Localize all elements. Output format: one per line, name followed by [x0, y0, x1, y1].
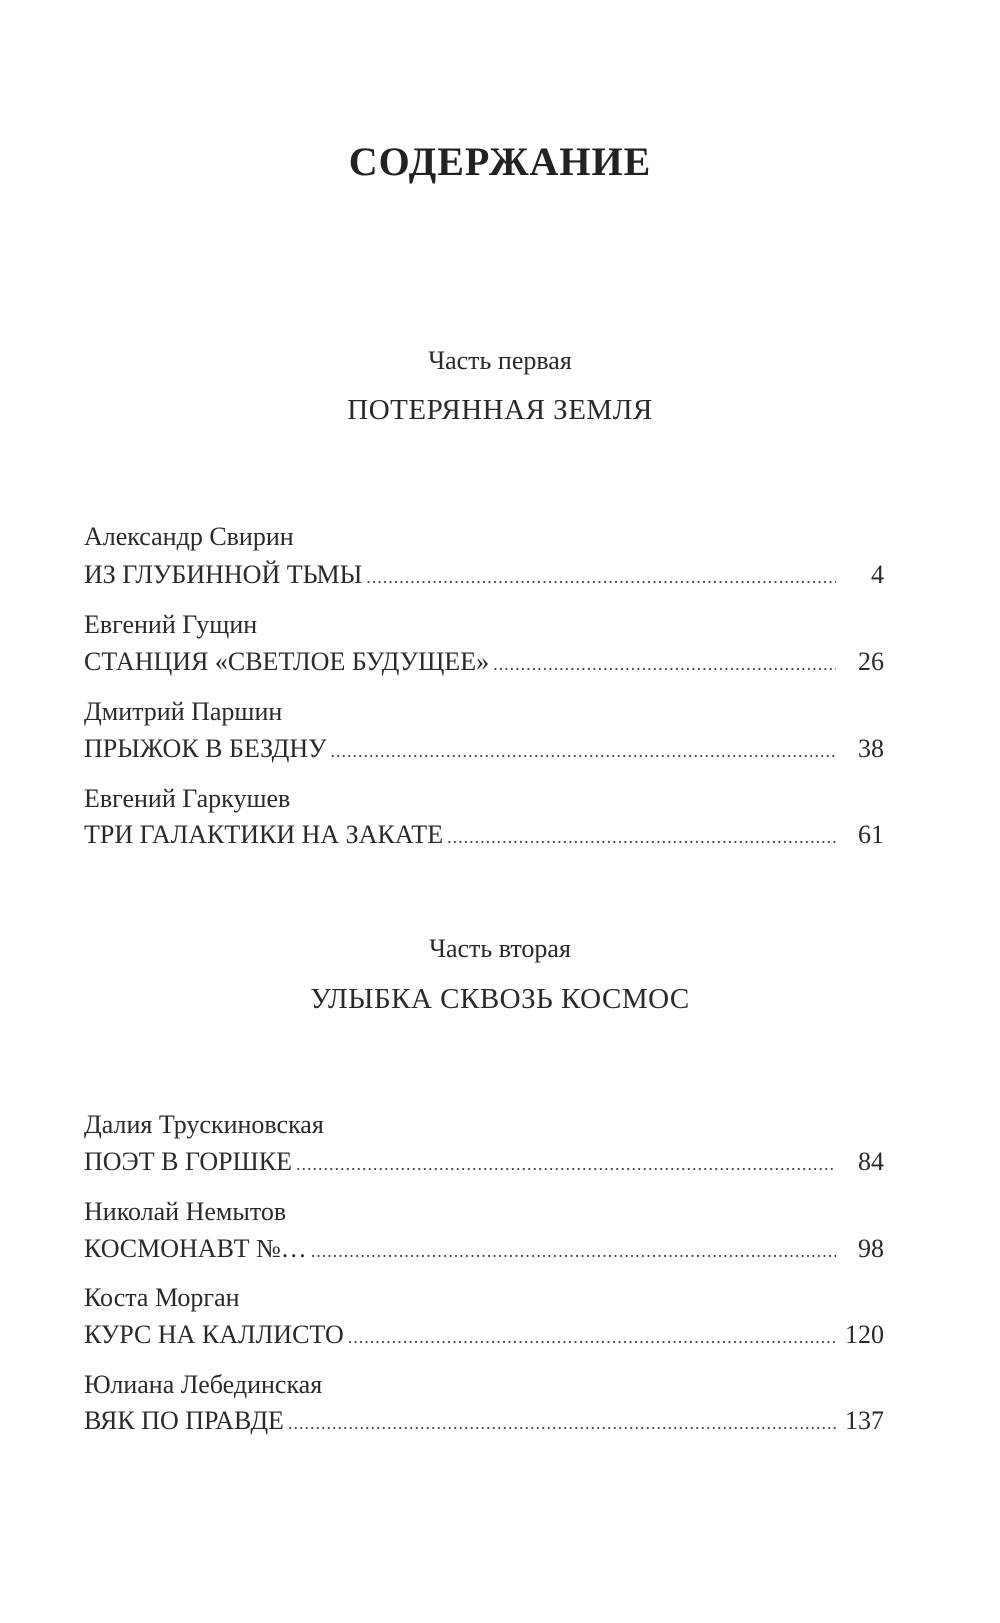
toc-entry[interactable]	[84, 647, 884, 677]
toc-page-number: 120	[845, 1320, 884, 1349]
dot-leader	[296, 1154, 836, 1175]
dot-leader	[493, 654, 836, 675]
toc-story-title: ПОЭТ В ГОРШКЕ	[84, 1147, 293, 1176]
part-2-label: Часть вторая	[429, 934, 571, 963]
toc-page-number: 84	[858, 1147, 884, 1176]
toc-page-number: 38	[858, 734, 884, 763]
dot-leader	[311, 1241, 836, 1262]
toc-entry[interactable]	[84, 734, 884, 764]
toc-story-title: ПРЫЖОК В БЕЗДНУ	[84, 734, 327, 763]
dot-leader	[288, 1413, 836, 1434]
toc-author: Евгений Гущин	[84, 610, 258, 639]
toc-page-number: 137	[845, 1406, 884, 1435]
toc-entry[interactable]	[84, 1406, 884, 1436]
toc-entry[interactable]	[84, 1320, 884, 1350]
toc-story-title: КОСМОНАВТ №…	[84, 1234, 307, 1263]
dot-leader	[331, 741, 836, 762]
toc-page-number: 98	[858, 1234, 884, 1263]
dot-leader	[348, 1327, 836, 1348]
toc-story-title: ИЗ ГЛУБИННОЙ ТЬМЫ	[84, 560, 363, 589]
dot-leader	[366, 567, 836, 588]
toc-author: Далия Трускиновская	[84, 1110, 324, 1139]
toc-author: Николай Немытов	[84, 1197, 287, 1226]
toc-page-number: 26	[858, 647, 884, 676]
part-1-title: ПОТЕРЯННАЯ ЗЕМЛЯ	[347, 394, 653, 426]
toc-author: Евгений Гаркушев	[84, 784, 291, 813]
page-title: СОДЕРЖАНИЕ	[348, 139, 652, 184]
part-1-label: Часть первая	[428, 346, 572, 375]
toc-author: Юлиана Лебединская	[84, 1370, 323, 1399]
toc-page-number: 4	[871, 560, 884, 589]
toc-page-number: 61	[858, 820, 884, 849]
part-2-title: УЛЫБКА СКВОЗЬ КОСМОС	[310, 983, 690, 1015]
toc-entry[interactable]	[84, 1234, 884, 1264]
toc-entry[interactable]	[84, 820, 884, 850]
toc-author: Коста Морган	[84, 1283, 240, 1312]
toc-entry[interactable]	[84, 1147, 884, 1177]
toc-story-title: КУРС НА КАЛЛИСТО	[84, 1320, 344, 1349]
dot-leader	[447, 827, 836, 848]
toc-story-title: СТАНЦИЯ «СВЕТЛОЕ БУДУЩЕЕ»	[84, 647, 490, 676]
toc-entry[interactable]	[84, 560, 884, 590]
toc-author: Дмитрий Паршин	[84, 697, 283, 726]
toc-author: Александр Свирин	[84, 522, 294, 551]
toc-story-title: ТРИ ГАЛАКТИКИ НА ЗАКАТЕ	[84, 820, 444, 849]
toc-story-title: ВЯК ПО ПРАВДЕ	[84, 1406, 284, 1435]
